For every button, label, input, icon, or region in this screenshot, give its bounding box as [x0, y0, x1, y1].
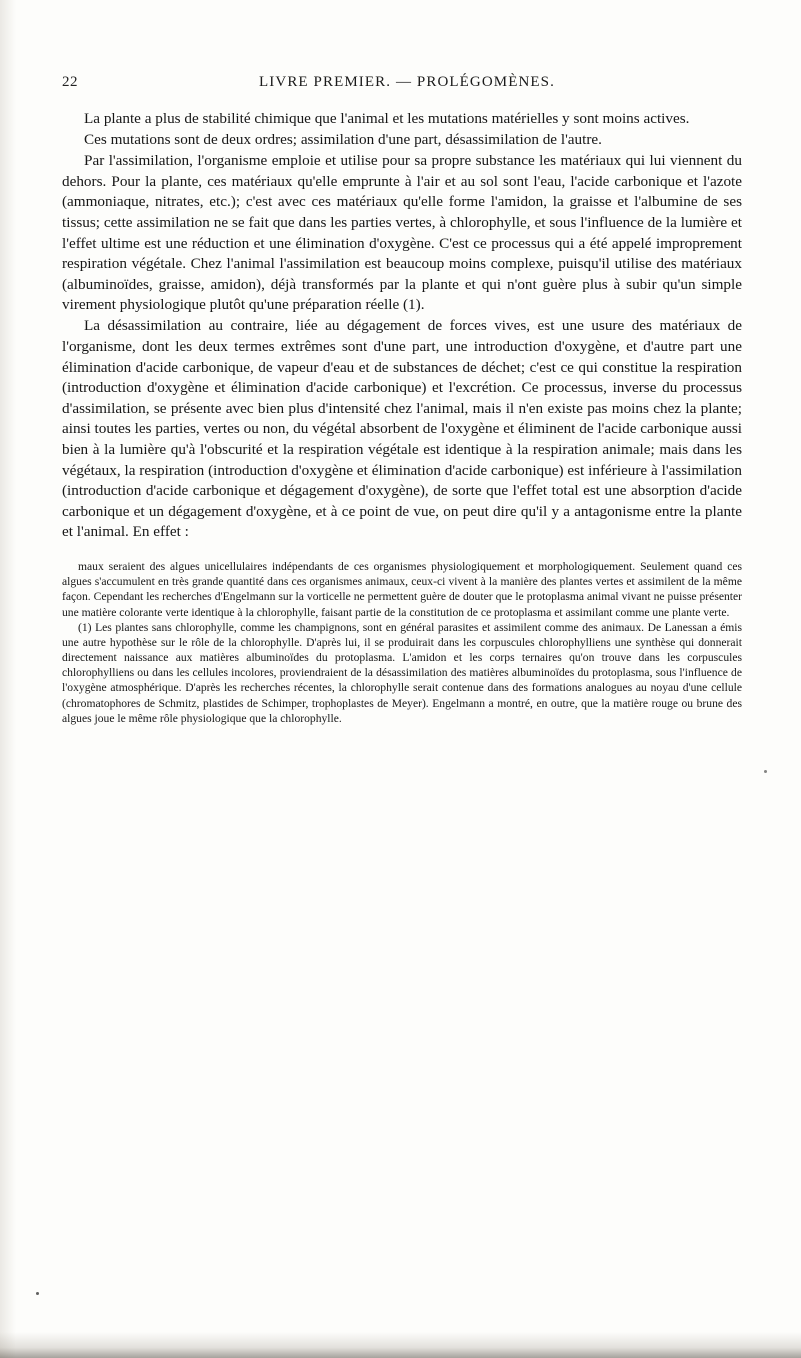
running-title: LIVRE PREMIER. — PROLÉGOMÈNES. — [259, 74, 555, 90]
footnote-continued: maux seraient des algues unicellulaires indépendants de ces organismes physiologiquement et morphologiquement. Seulement quand ces algues s'accumulent en très grande quantité dans ces organismes animaux, ceux-ci vivent à la manière des plantes vertes et assimilent de la même façon. Cependant les recherches d'Engelmann sur la vorticelle ne permettent guère de douter que le protoplasma animal vivant ne puisse présenter une matière colorante verte identique à la chlorophylle, faisant partie de la constitution de ce protoplasma et assimilant comme une plante verte. — [62, 559, 742, 619]
paragraph-4: La désassimilation au contraire, liée au dégagement de forces vives, est une usure des matériaux de l'organisme, dont les deux termes extrêmes sont d'une part, une introduction d'oxygène, et d'autre part une élimination d'acide carbonique, de vapeur d'eau et de substances de déchet; c'est ce qui constitue la respiration (introduction d'oxygène et élimination d'acide carbonique) et l'excrétion. Ce processus, inverse du processus d'assimilation, se présente avec bien plus d'intensité chez l'animal, mais il n'en existe pas moins chez la plante; ainsi toutes les parties, vertes ou non, du végétal absorbent de l'oxygène et éliminent de l'acide carbonique aussi bien à la lumière qu'à l'obscurité et la respiration végétale est identique à la respiration animale; mais dans les végétaux, la respiration (introduction d'oxygène et élimination d'acide carbonique) est inférieure à l'assimilation (introduction d'acide carbonique et dégagement d'oxygène), de sorte que l'effet total est une absorption d'acide carbonique et un dégagement d'oxygène, et à ce point de vue, on peut dire qu'il y a antagonisme entre la plante et l'animal. En effet : — [62, 317, 742, 541]
page-content — [62, 74, 742, 726]
page-speck — [36, 1292, 39, 1295]
paragraph-3: Par l'assimilation, l'organisme emploie et utilise pour sa propre substance les matériaux qui lui viennent du dehors. Pour la plante, ces matériaux qu'elle emprunte à l'air et au sol sont l'eau, l'acide carbonique et l'azote (ammoniaque, nitrates, etc.); c'est avec ces matériaux qu'elle forme l'amidon, la graisse et l'albumine de ses tissus; cette assimilation ne se fait que dans les parties vertes, à chlorophylle, et sous l'influence de la lumière et l'effet ultime est une réduction et une élimination d'oxygène. C'est ce processus qui a été appelé improprement respiration végétale. Chez l'animal l'assimilation est beaucoup moins complexe, puisqu'il utilise des matériaux (albuminoïdes, graisse, amidon), déjà transformés par la plante et qui n'ont guère plus à subir qu'un simple virement physiologique plutôt qu'une préparation réelle (1). — [62, 152, 742, 314]
paragraph-1: La plante a plus de stabilité chimique que l'animal et les mutations matérielles y sont moins actives. — [84, 110, 690, 127]
footnote-1: (1) Les plantes sans chlorophylle, comme les champignons, sont en général parasites et assimilent comme des animaux. De Lanessan a émis une autre hypothèse sur le rôle de la chlorophylle. D'après lui, il se produirait dans les corpuscules chlorophylliens une synthèse qui donnerait directement naissance aux matières albuminoïdes du protoplasma. L'amidon et les corps ternaires qu'on trouve dans les corpuscules chlorophylliens ou dans les cellules incolores, proviendraient de la désassimilation des matières albuminoïdes du protoplasma, sous l'influence de l'oxygène atmosphérique. D'après les recherches récentes, la chlorophylle serait contenue dans des formations analogues au noyau d'une cellule (chromatophores de Schmitz, plastides de Schimper, trophoplastes de Meyer). Engelmann a montré, en outre, que la matière rouge ou brune des algues joue le même rôle physiologique que la chlorophylle. — [62, 620, 742, 725]
page-folio: 22 — [62, 74, 78, 90]
page-header — [62, 74, 742, 91]
page-edge-shading — [0, 0, 16, 1358]
paragraph-2: Ces mutations sont de deux ordres; assimilation d'une part, désassimilation de l'autre. — [84, 131, 602, 149]
footnotes — [62, 559, 742, 726]
page-bottom-shadow — [0, 1332, 801, 1358]
margin-speck — [764, 770, 767, 773]
